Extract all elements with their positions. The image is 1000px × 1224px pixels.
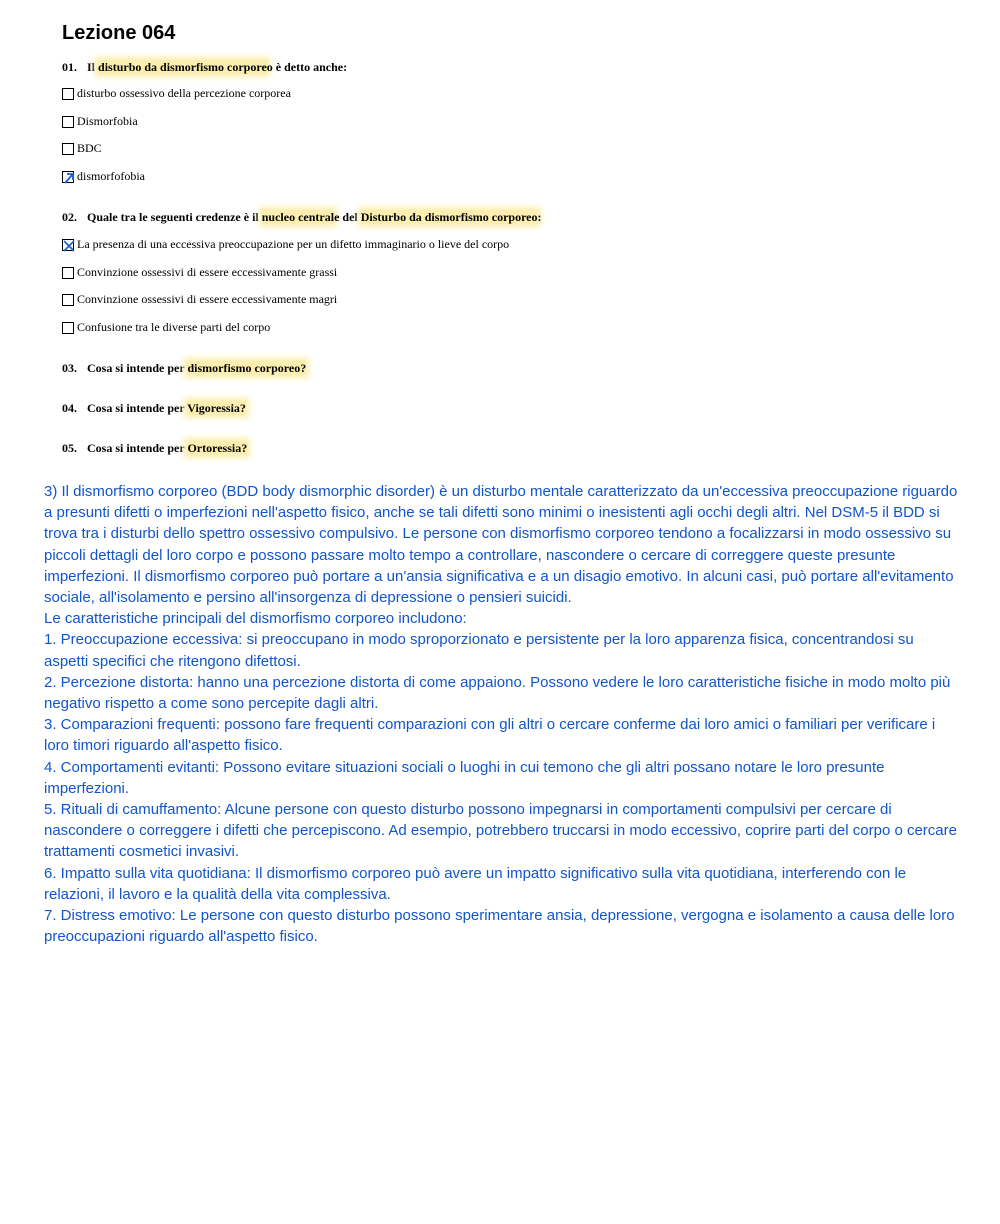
option-label: BDC xyxy=(77,141,102,155)
question-number: 04. xyxy=(62,401,77,415)
option-label: Convinzione ossessivi di essere eccessivamente magri xyxy=(77,292,338,306)
cross-mark-icon xyxy=(62,239,76,253)
option-label: dismorfofobia xyxy=(77,169,145,183)
question-text: Quale tra le seguenti credenze è il xyxy=(87,210,262,224)
highlighted-text: dismorfismo corporeo? xyxy=(187,361,307,375)
checkbox-unchecked[interactable] xyxy=(62,294,74,306)
answer-item-2: 2. Percezione distorta: hanno una percezione distorta di come appaiono. Possono vedere le loro caratteristiche fisiche in modo molto più negativo rispetto a come sono percepite dagli altri. xyxy=(44,673,951,713)
question-5 xyxy=(62,440,247,456)
option-label: Convinzione ossessivi di essere eccessivamente grassi xyxy=(77,265,338,279)
option-label: La presenza di una eccessiva preoccupazione per un difetto immaginario o lieve del corpo xyxy=(77,237,510,251)
question-number: 02. xyxy=(62,210,77,224)
question-text: o è detto anche: xyxy=(266,60,348,74)
checkbox-unchecked[interactable] xyxy=(62,143,74,155)
option-label: Confusione tra le diverse parti del corpo xyxy=(77,320,271,334)
highlighted-text: Disturbo da dismorfismo corporeo xyxy=(360,210,538,224)
lesson-title: Lezione 064 xyxy=(62,22,176,44)
checkbox-unchecked[interactable] xyxy=(62,116,74,128)
highlighted-text: disturbo da dismorfismo corpore xyxy=(98,60,267,74)
answer-item-6: 6. Impatto sulla vita quotidiana: Il dismorfismo corporeo può avere un impatto significativo sulla vita quotidiana, interferendo con le relazioni, il lavoro e la qualità della vita complessiva. xyxy=(44,864,907,903)
question-2 xyxy=(62,209,542,225)
checkbox-unchecked[interactable] xyxy=(62,322,74,334)
q1-option-4[interactable] xyxy=(62,168,145,184)
question-text: Il xyxy=(87,60,99,74)
checkbox-unchecked[interactable] xyxy=(62,88,74,100)
answer-item-3: 3. Comparazioni frequenti: possono fare frequenti comparazioni con gli altri o cercare conferme dai loro amici o familiari per verificare i loro timori riguardo all'aspetto fisico. xyxy=(44,716,936,755)
answer-item-4: 4. Comportamenti evitanti: Possono evitare situazioni sociali o luoghi in cui temono che gli altri possano notare le loro presunte imperfezioni. xyxy=(44,758,885,797)
question-4 xyxy=(62,400,246,416)
check-mark-icon xyxy=(62,171,76,185)
question-text: Cosa si intende per xyxy=(87,361,188,375)
question-text: : xyxy=(537,210,542,224)
option-label: disturbo ossessivo della percezione corporea xyxy=(77,86,291,100)
checkbox-unchecked[interactable] xyxy=(62,267,74,279)
question-number: 01. xyxy=(62,60,77,74)
q1-option-3[interactable] xyxy=(62,140,102,156)
highlighted-text: Vigoressia? xyxy=(187,401,246,415)
q1-option-2[interactable] xyxy=(62,113,138,129)
q2-option-3[interactable] xyxy=(62,291,337,307)
answer-item-7: 7. Distress emotivo: Le persone con questo disturbo possono sperimentare ansia, depressione, vergogna e isolamento a causa delle loro preoccupazioni riguardo all'aspetto fisico. xyxy=(44,907,955,946)
question-text: Cosa si intende per xyxy=(87,441,188,455)
answer-lead: Le caratteristiche principali del dismorfismo corporeo includono: xyxy=(44,610,467,628)
answer-item-5: 5. Rituali di camuffamento: Alcune persone con questo disturbo possono impegnarsi in comportamenti compulsivi per cercare di nascondere o correggere i difetti che percepiscono. Ad esempio, potrebbero truccarsi in modo eccessivo, coprire parti del corpo o cercare trattamenti cosmetici invasivi. xyxy=(44,801,957,861)
checkbox-checked[interactable] xyxy=(62,171,74,183)
highlighted-text: Ortoressia? xyxy=(187,441,248,455)
question-1 xyxy=(62,59,347,75)
question-number: 05. xyxy=(62,441,77,455)
checkbox-checked[interactable] xyxy=(62,239,74,251)
question-number: 03. xyxy=(62,361,77,375)
question-text: e del xyxy=(334,210,361,224)
option-label: Dismorfobia xyxy=(77,114,138,128)
highlighted-text: nucleo central xyxy=(261,210,335,224)
question-3 xyxy=(62,360,306,376)
question-text: Cosa si intende per xyxy=(87,401,188,415)
q2-option-1[interactable] xyxy=(62,236,509,252)
q1-option-1[interactable] xyxy=(62,85,291,101)
q2-option-2[interactable] xyxy=(62,264,337,280)
answer-text-block xyxy=(44,481,959,947)
answer-item-1: 1. Preoccupazione eccessiva: si preoccupano in modo sproporzionato e persistente per la loro apparenza fisica, concentrandosi su aspetti specifici che ritengono difettosi. xyxy=(44,631,914,670)
answer-intro: 3) Il dismorfismo corporeo (BDD body dismorphic disorder) è un disturbo mentale caratterizzato da un'eccessiva preoccupazione riguardo a presunti difetti o imperfezioni nell'aspetto fisico, anche se tali difetti sono minimi o inesistenti agli occhi degli altri. Nel DSM-5 il BDD si trova tra i disturbi dello spettro ossessivo compulsivo. Le persone con dismorfismo corporeo tendono a focalizzarsi in modo ossessivo su piccoli dettagli del loro corpo e possono passare molto tempo a controllare, nascondere o cercare di correggere queste presunte imperfezioni. Il dismorfismo corporeo può portare a un'ansia significativa e a un disagio emotivo. In alcuni casi, può portare all'evitamento sociale, all'isolamento e persino all'insorgenza di depressione o pensieri suicidi. xyxy=(44,483,958,607)
q2-option-4[interactable] xyxy=(62,319,270,335)
